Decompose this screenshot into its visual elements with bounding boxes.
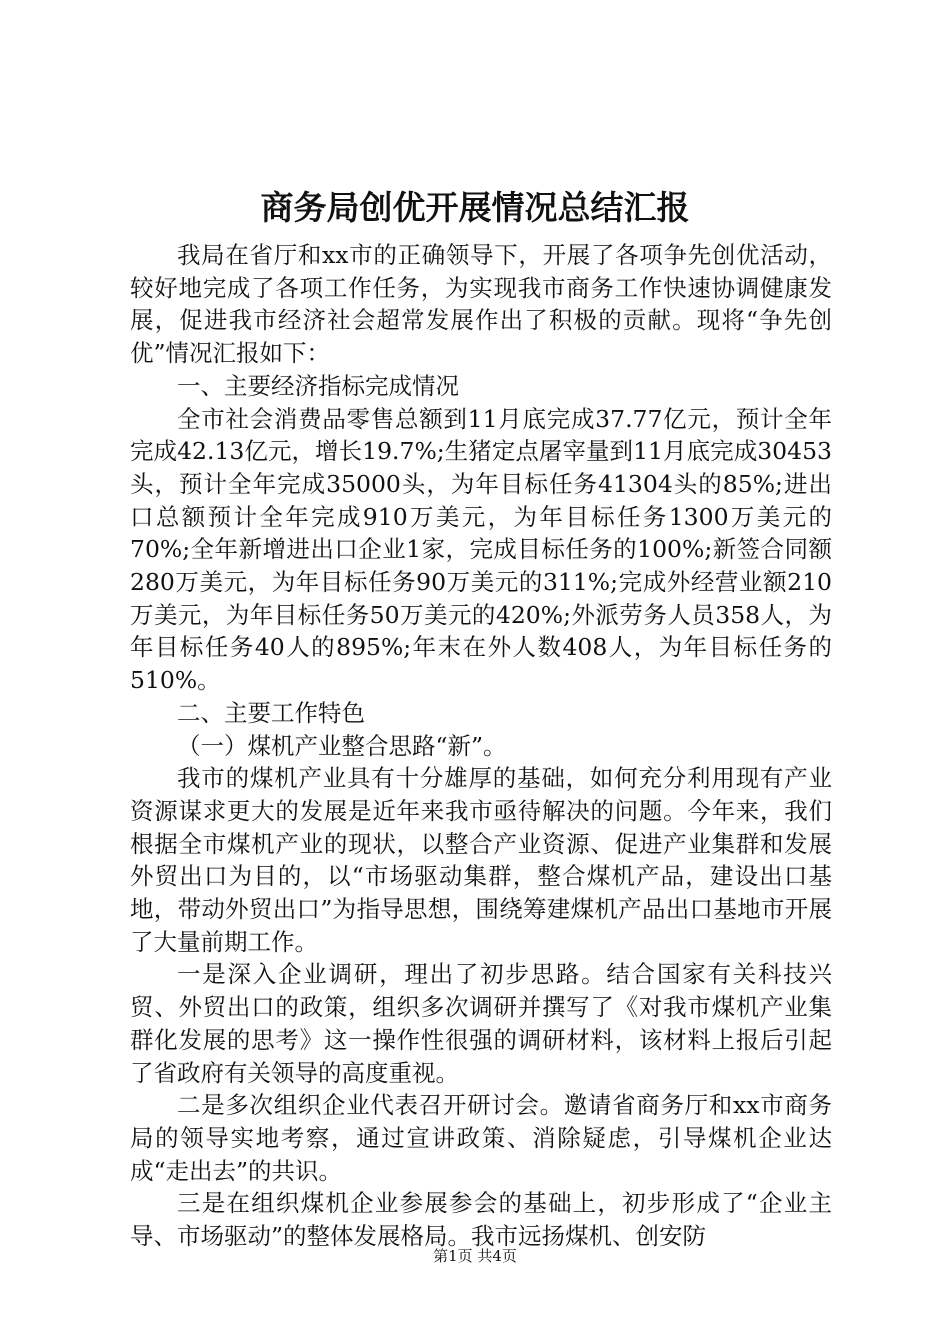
document-body (130, 239, 832, 1253)
page-title: 商务局创优开展情况总结汇报 (260, 188, 690, 227)
section-heading-2: 二、主要工作特色 (177, 698, 365, 727)
paragraph-point-3: 三是在组织煤机企业参展参会的基础上，初步形成了“企业主导、市场驱动”的整体发展格局。我市远扬煤机、创安防 (130, 1189, 832, 1251)
paragraph-indicators: 全市社会消费品零售总额到11月底完成37.77亿元，预计全年完成42.13亿元，增长19.7%;生猪定点屠宰量到11月底完成30453头，预计全年完成35000头，为年目标任务41304头的85%;进出口总额预计全年完成910万美元，为年目标任务1300万美元的70%;全年新增进出口企业1家，完成目标任务的100%;新签合同额280万美元，为年目标任务90万美元的311%;完成外经营业额210万美元，为年目标任务50万美元的420%;外派劳务人员358人，为年目标任务40人的895%;年末在外人数408人，为年目标任务的510%。 (130, 404, 832, 695)
page-footer: 第1页 共4页 (433, 1247, 517, 1265)
paragraph-point-2: 二是多次组织企业代表召开研讨会。邀请省商务厅和xx市商务局的领导实地考察，通过宣讲政策、消除疑虑，引导煤机企业达成“走出去”的共识。 (130, 1091, 832, 1185)
subsection-heading-1: （一）煤机产业整合思路“新”。 (177, 731, 507, 760)
paragraph-point-1: 一是深入企业调研，理出了初步思路。结合国家有关科技兴贸、外贸出口的政策，组织多次调研并撰写了《对我市煤机产业集群化发展的思考》这一操作性很强的调研材料，该材料上报后引起了省政府有关领导的高度重视。 (130, 960, 832, 1087)
paragraph-intro: 我局在省厅和xx市的正确领导下，开展了各项争先创优活动，较好地完成了各项工作任务，为实现我市商务工作快速协调健康发展，促进我市经济社会超常发展作出了积极的贡献。现将“争先创优”情况汇报如下： (130, 241, 832, 368)
section-heading-1: 一、主要经济指标完成情况 (177, 371, 459, 400)
paragraph-coal-machinery: 我市的煤机产业具有十分雄厚的基础，如何充分利用现有产业资源谋求更大的发展是近年来我市亟待解决的问题。今年来，我们根据全市煤机产业的现状，以整合产业资源、促进产业集群和发展外贸出口为目的，以“市场驱动集群，整合煤机产品，建设出口基地，带动外贸出口”为指导思想，围绕筹建煤机产品出口基地市开展了大量前期工作。 (130, 764, 832, 956)
